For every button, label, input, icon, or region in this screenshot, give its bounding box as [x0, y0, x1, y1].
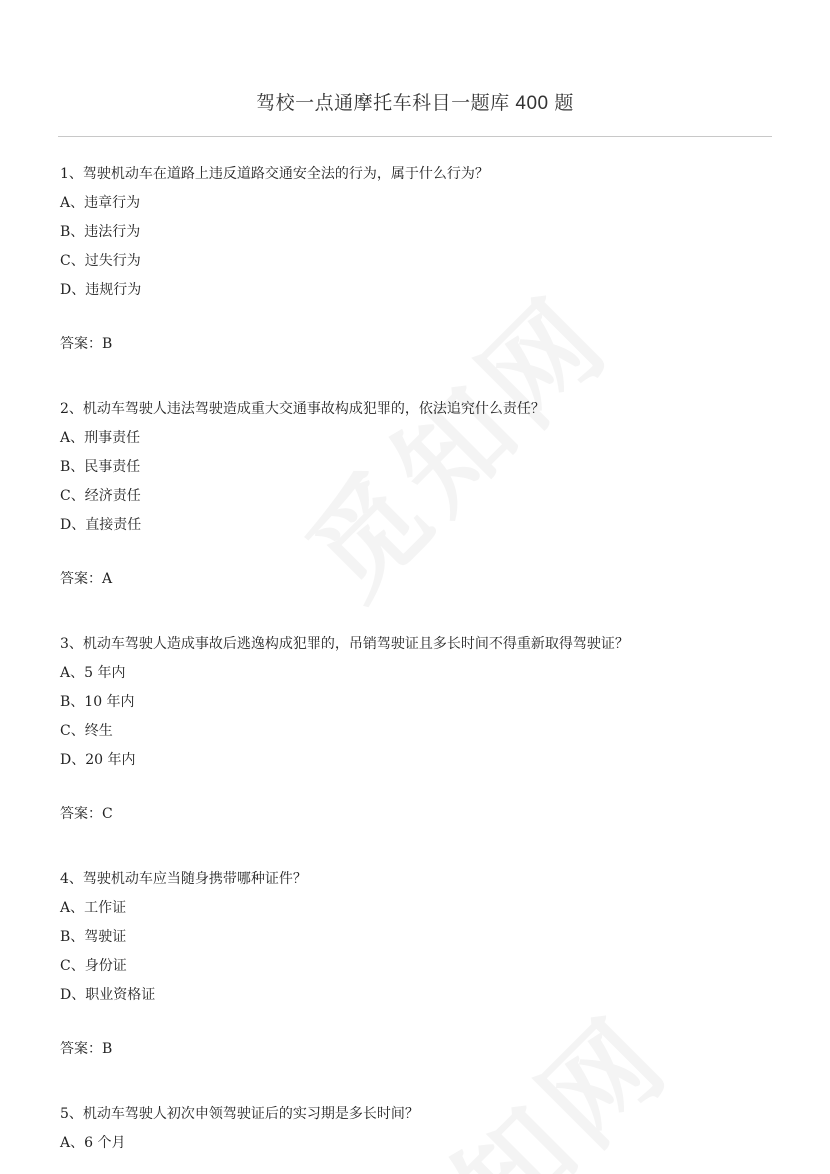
answer-text: 答案：A [60, 571, 113, 587]
option-a: A、刑事责任 [60, 430, 141, 446]
question-item [60, 165, 772, 353]
option-b: B、违法行为 [60, 224, 141, 240]
question-item [60, 870, 772, 1058]
option-b: B、10 年内 [60, 694, 135, 710]
question-item [60, 1105, 772, 1163]
answer-text: 答案：C [60, 806, 113, 822]
page-title: 驾校一点通摩托车科目一题库 400 题 [256, 93, 574, 114]
option-c: C、终生 [60, 723, 113, 739]
option-a: A、工作证 [60, 900, 127, 916]
title-divider [58, 136, 772, 137]
option-c: C、经济责任 [60, 488, 141, 504]
option-d: D、20 年内 [60, 752, 136, 768]
question-text: 1、驾驶机动车在道路上违反道路交通安全法的行为，属于什么行为？ [60, 166, 489, 182]
question-item [60, 635, 772, 823]
option-d: D、职业资格证 [60, 987, 156, 1003]
question-list [60, 165, 772, 1174]
answer-text: 答案：B [60, 336, 113, 352]
option-d: D、违规行为 [60, 282, 142, 298]
question-text: 5、机动车驾驶人初次申领驾驶证后的实习期是多长时间？ [60, 1106, 419, 1122]
option-c: C、身份证 [60, 958, 127, 974]
answer-text: 答案：B [60, 1041, 113, 1057]
question-text: 4、驾驶机动车应当随身携带哪种证件？ [60, 871, 307, 887]
question-text: 2、机动车驾驶人违法驾驶造成重大交通事故构成犯罪的，依法追究什么责任？ [60, 401, 545, 417]
option-d: D、直接责任 [60, 517, 142, 533]
option-a: A、5 年内 [60, 665, 126, 681]
option-b: B、民事责任 [60, 459, 141, 475]
option-a: A、6 个月 [60, 1135, 126, 1151]
question-text: 3、机动车驾驶人造成事故后逃逸构成犯罪的，吊销驾驶证且多长时间不得重新取得驾驶证？ [60, 636, 629, 652]
option-a: A、违章行为 [60, 195, 141, 211]
question-item [60, 400, 772, 588]
option-b: B、驾驶证 [60, 929, 127, 945]
option-c: C、过失行为 [60, 253, 141, 269]
